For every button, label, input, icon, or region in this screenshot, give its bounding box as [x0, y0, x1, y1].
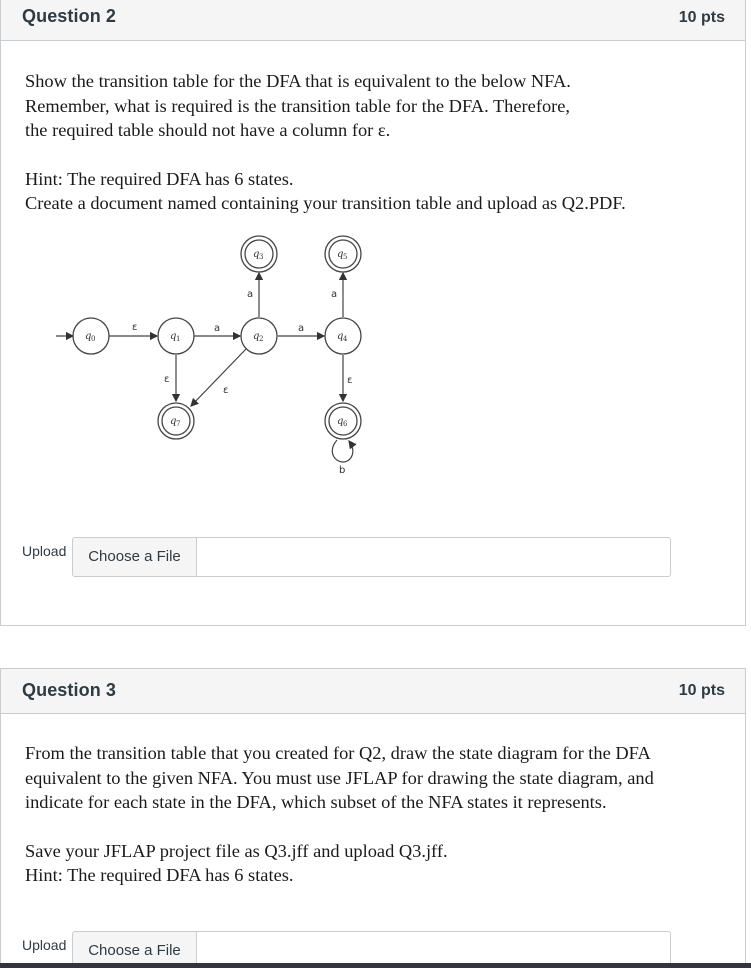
svg-text:q: q — [337, 416, 344, 427]
edge-label-q2-q4: a — [298, 323, 305, 334]
state-q4 — [325, 318, 361, 354]
svg-text:3: 3 — [259, 253, 264, 261]
question-text-line: Save your JFLAP project file as Q3.jff and upload Q3.jff. — [25, 840, 448, 861]
question-text-line: Remember, what is required is the transition table for the DFA. Therefore, — [25, 95, 571, 116]
question-points: 10 pts — [678, 682, 725, 699]
edge-label-q2-q3: a — [247, 289, 254, 300]
edge-label-q4-q5: a — [331, 289, 338, 300]
question-points: 10 pts — [678, 9, 725, 26]
question-hint-line: Hint: The required DFA has 6 states. — [25, 168, 294, 189]
svg-text:q: q — [170, 331, 177, 342]
choose-file-button[interactable]: Choose a File — [73, 932, 197, 968]
svg-text:q: q — [253, 331, 260, 342]
upload-label: Upload — [22, 937, 67, 953]
svg-text:7: 7 — [176, 420, 181, 428]
svg-text:q: q — [170, 416, 177, 427]
state-q6-accepting — [325, 403, 361, 439]
svg-text:6: 6 — [343, 420, 348, 428]
question-title: Question 2 — [22, 6, 117, 26]
choose-file-button[interactable]: Choose a File — [73, 538, 197, 576]
edge-label-q1-q2: a — [214, 323, 221, 334]
nfa-state-diagram — [1, 0, 747, 500]
question-header — [1, 669, 745, 714]
svg-text:q: q — [337, 331, 344, 342]
question-text-line: Show the transition table for the DFA that is equivalent to the below NFA. — [25, 71, 571, 91]
state-q2 — [241, 318, 277, 354]
question-text-spacer — [25, 815, 654, 839]
question-title: Question 3 — [22, 680, 117, 700]
edge-label-q1-q7: ε — [164, 374, 170, 385]
question-text-line: the required table should not have a column for ε. — [25, 120, 391, 140]
question-text — [25, 741, 654, 888]
state-q1 — [158, 318, 194, 354]
question-hint-line: Hint: The required DFA has 6 states. — [25, 865, 294, 885]
upload-label: Upload — [22, 543, 67, 559]
edge-label-q4-q6: ε — [347, 375, 353, 386]
edge-label-q6-q6: b — [339, 465, 346, 476]
svg-text:1: 1 — [176, 335, 181, 343]
state-q0 — [73, 318, 109, 354]
question-text-line: indicate for each state in the DFA, which subset of the NFA states it represents. — [25, 792, 607, 812]
bottom-scrollbar-strip — [0, 963, 751, 968]
question-text-line: Create a document named containing your transition table and upload as Q2.PDF. — [25, 193, 626, 213]
state-q3-accepting — [241, 236, 277, 272]
svg-text:q: q — [253, 249, 260, 260]
svg-text:4: 4 — [343, 335, 348, 343]
question-text-line: equivalent to the given NFA. You must use JFLAP for drawing the state diagram, and — [25, 767, 654, 788]
state-q7-accepting — [158, 403, 194, 439]
svg-text:q: q — [337, 249, 344, 260]
question-text-line: From the transition table that you created for Q2, draw the state diagram for the DFA — [25, 743, 651, 763]
svg-text:q: q — [85, 331, 92, 342]
self-loop-q6 — [332, 440, 352, 462]
edge-label-q0-q1: ε — [132, 322, 138, 333]
edge-q2-q7 — [191, 349, 246, 406]
question-3-card — [0, 668, 746, 968]
state-q5-accepting — [325, 236, 361, 272]
svg-text:5: 5 — [343, 253, 348, 261]
svg-text:2: 2 — [259, 335, 264, 343]
svg-text:0: 0 — [91, 335, 96, 343]
file-upload-field[interactable] — [72, 537, 671, 577]
edge-label-q2-q7: ε — [223, 385, 229, 396]
